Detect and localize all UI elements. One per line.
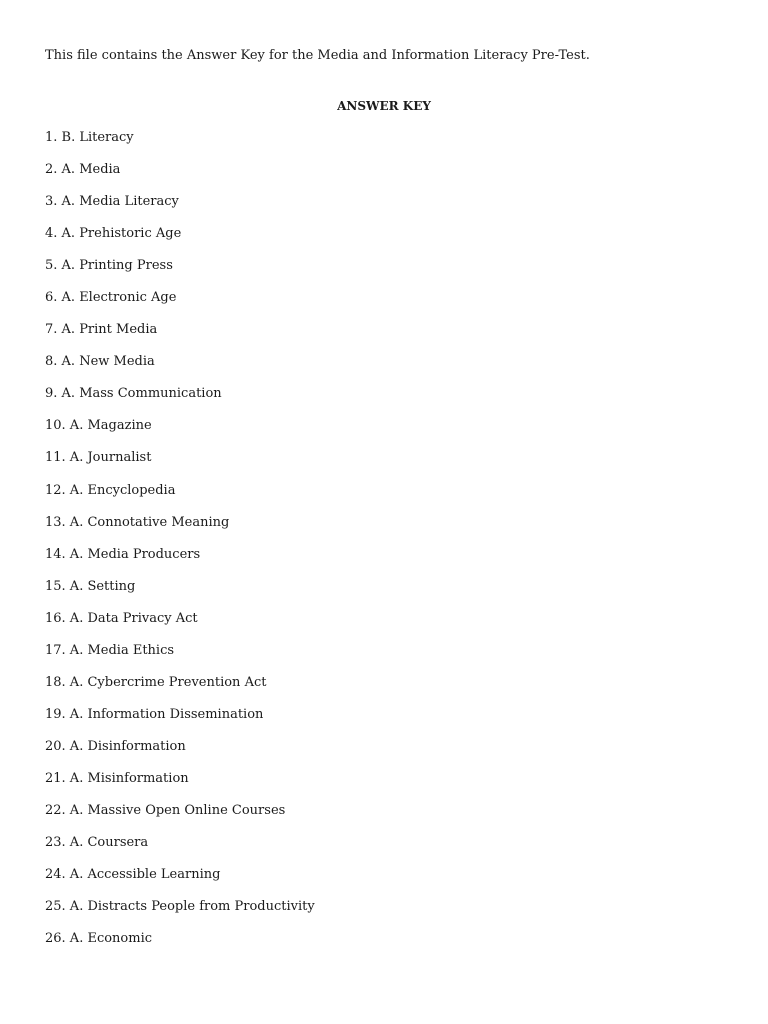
answer-item: 18. A. Cybercrime Prevention Act [45, 674, 267, 690]
answer-item: 4. A. Prehistoric Age [45, 226, 182, 242]
answer-item: 15. A. Setting [45, 578, 136, 594]
answer-item: 2. A. Media [45, 162, 121, 178]
answer-item: 17. A. Media Ethics [45, 642, 175, 658]
answer-item: 5. A. Printing Press [45, 258, 173, 274]
answer-item: 3. A. Media Literacy [45, 194, 179, 210]
answer-item: 13. A. Connotative Meaning [45, 514, 230, 530]
answer-item: 25. A. Distracts People from Productivity [45, 899, 315, 915]
answer-item: 23. A. Coursera [45, 835, 149, 851]
answer-item: 21. A. Misinformation [45, 770, 189, 786]
answer-item: 6. A. Electronic Age [45, 290, 177, 306]
answer-item: 24. A. Accessible Learning [45, 867, 221, 883]
answer-item: 12. A. Encyclopedia [45, 482, 176, 498]
answer-key-heading: ANSWER KEY [337, 99, 431, 113]
answer-item: 8. A. New Media [45, 354, 155, 370]
answer-item: 26. A. Economic [45, 931, 153, 947]
answer-item: 10. A. Magazine [45, 418, 152, 434]
answer-item: 20. A. Disinformation [45, 738, 186, 754]
answer-item: 7. A. Print Media [45, 322, 158, 338]
answer-item: 9. A. Mass Communication [45, 386, 222, 402]
answer-item: 14. A. Media Producers [45, 546, 201, 562]
answer-item: 11. A. Journalist [45, 450, 152, 466]
answer-item: 22. A. Massive Open Online Courses [45, 802, 286, 818]
answer-item: 16. A. Data Privacy Act [45, 610, 198, 626]
answer-item: 19. A. Information Dissemination [45, 706, 264, 722]
answer-item: 1. B. Literacy [45, 130, 134, 145]
intro-paragraph: This file contains the Answer Key for the Media and Information Literacy Pre-Test. [45, 48, 590, 63]
answer-list [45, 129, 315, 962]
